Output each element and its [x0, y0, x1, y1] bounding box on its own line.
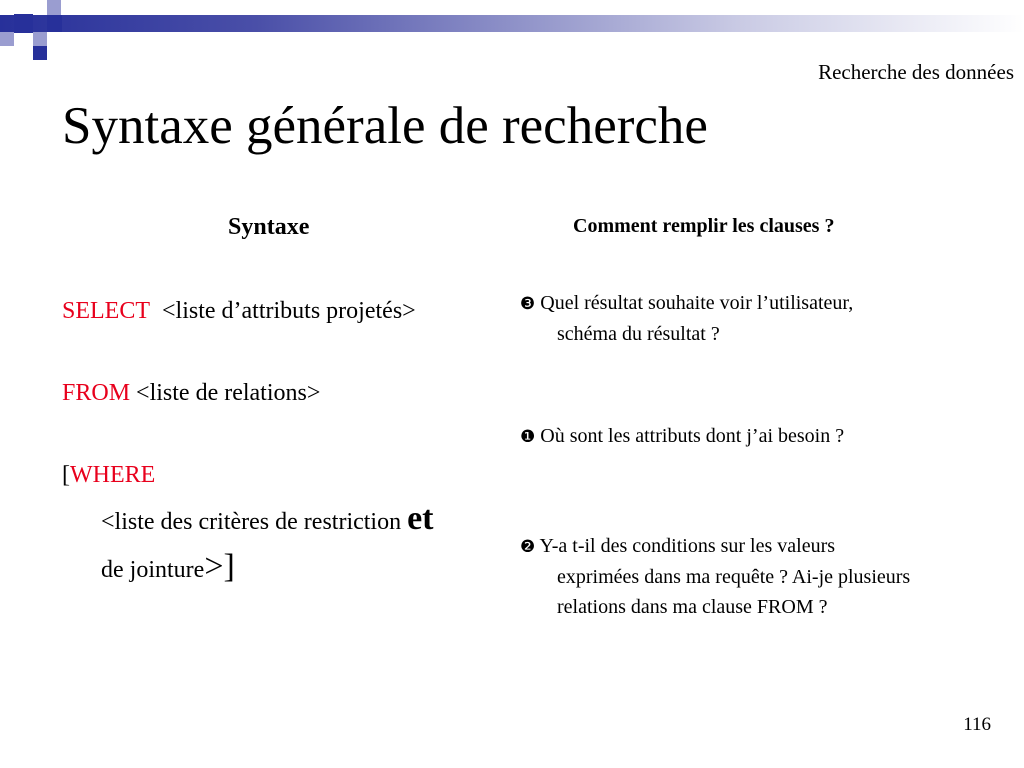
question-2: [520, 531, 960, 622]
circled-number-2: ❷: [520, 537, 536, 557]
from-text: <liste de relations>: [136, 380, 321, 406]
decor-square-white: [33, 0, 47, 15]
decor-square-dark: [47, 15, 62, 32]
where-criteria-text: <liste des critères de restriction: [101, 509, 408, 535]
from-line: [62, 380, 320, 407]
decor-square-light: [33, 32, 47, 46]
select-keyword: SELECT: [62, 298, 150, 324]
syntax-heading: Syntaxe: [228, 214, 310, 240]
decor-square-light: [47, 0, 61, 15]
where-et: et: [407, 500, 434, 537]
select-line: [62, 298, 416, 325]
section-label: Recherche des données: [818, 60, 1014, 84]
from-keyword: FROM: [62, 380, 131, 406]
header-gradient-bar: [0, 15, 1024, 32]
decor-square-light: [0, 32, 14, 46]
circled-number-3: ❸: [520, 294, 536, 314]
where-line: [62, 462, 155, 489]
question-3-line1: Quel résultat souhaite voir l’utilisateur,: [540, 292, 854, 314]
circled-number-1: ❶: [520, 427, 536, 447]
question-3-rest: schéma du résultat ?: [557, 323, 720, 345]
where-criteria-line: [101, 500, 434, 538]
page-number: 116: [963, 714, 991, 735]
slide-title: Syntaxe générale de recherche: [62, 97, 708, 155]
select-text: <liste d’attributs projetés>: [162, 298, 416, 324]
question-1-line1: Où sont les attributs dont j’ai besoin ?: [540, 425, 845, 447]
question-3: [520, 288, 960, 349]
where-join-line: [101, 548, 235, 586]
where-close-bracket: >]: [204, 548, 235, 585]
question-2-line1: Y-a t-il des conditions sur les valeurs: [539, 535, 836, 557]
decor-square-dark: [33, 46, 47, 60]
where-open-bracket: [: [62, 462, 70, 488]
decor-square-dark: [14, 14, 33, 33]
question-1: [520, 421, 960, 452]
where-join-text: de jointure: [101, 557, 205, 583]
clauses-heading: Comment remplir les clauses ?: [573, 215, 835, 237]
where-keyword: WHERE: [70, 462, 156, 488]
question-2-rest: exprimées dans ma requête ? Ai-je plusieurs relations dans ma clause FROM ?: [557, 566, 911, 618]
